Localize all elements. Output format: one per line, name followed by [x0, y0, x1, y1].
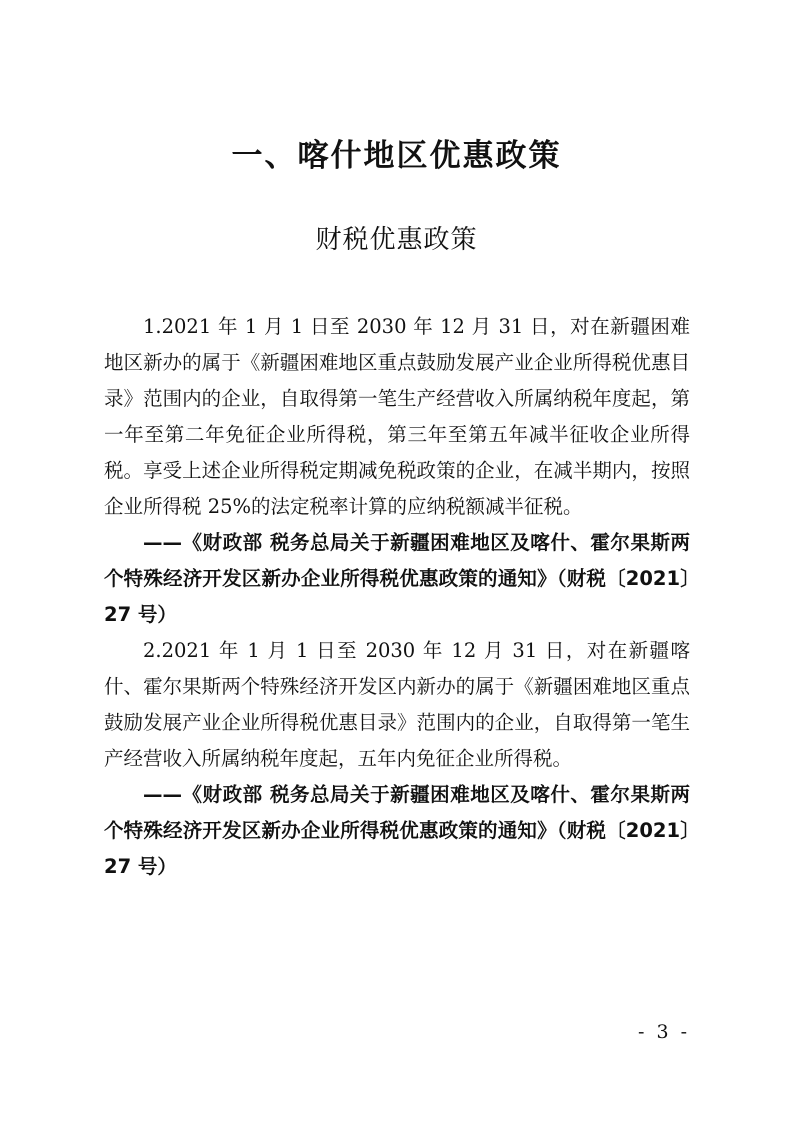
policy-paragraph-2: 2.2021 年 1 月 1 日至 2030 年 12 月 31 日，对在新疆喀什、霍尔果斯两个特殊经济开发区内新办的属于《新疆困难地区重点鼓励发展产业企业所得税优惠目录》范围内的企业，自取得第一笔生产经营收入所属纳税年度起，五年内免征企业所得税。 — [104, 639, 690, 770]
policy-paragraph-1: 1.2021 年 1 月 1 日至 2030 年 12 月 31 日，对在新疆困难地区新办的属于《新疆困难地区重点鼓励发展产业企业所得税优惠目录》范围内的企业，自取得第一笔生产经营收入所属纳税年度起，第一年至第二年免征企业所得税，第三年至第五年减半征收企业所得税。享受上述企业所得税定期减免税政策的企业，在减半期内，按照企业所得税 25%的法定税率计算的应纳税额减半征税。 — [104, 315, 690, 518]
policy-source-1: ——《财政部 税务总局关于新疆困难地区及喀什、霍尔果斯两个特殊经济开发区新办企业所得税优惠政策的通知》（财税〔2021〕27 号） — [104, 531, 690, 626]
policy-source-2: ——《财政部 税务总局关于新疆困难地区及喀什、霍尔果斯两个特殊经济开发区新办企业所得税优惠政策的通知》（财税〔2021〕27 号） — [104, 783, 690, 878]
section-title: 一、喀什地区优惠政策 — [231, 138, 562, 174]
page-number: - 3 - — [637, 1021, 690, 1043]
subsection-title: 财税优惠政策 — [315, 225, 478, 255]
document-body — [104, 309, 690, 885]
